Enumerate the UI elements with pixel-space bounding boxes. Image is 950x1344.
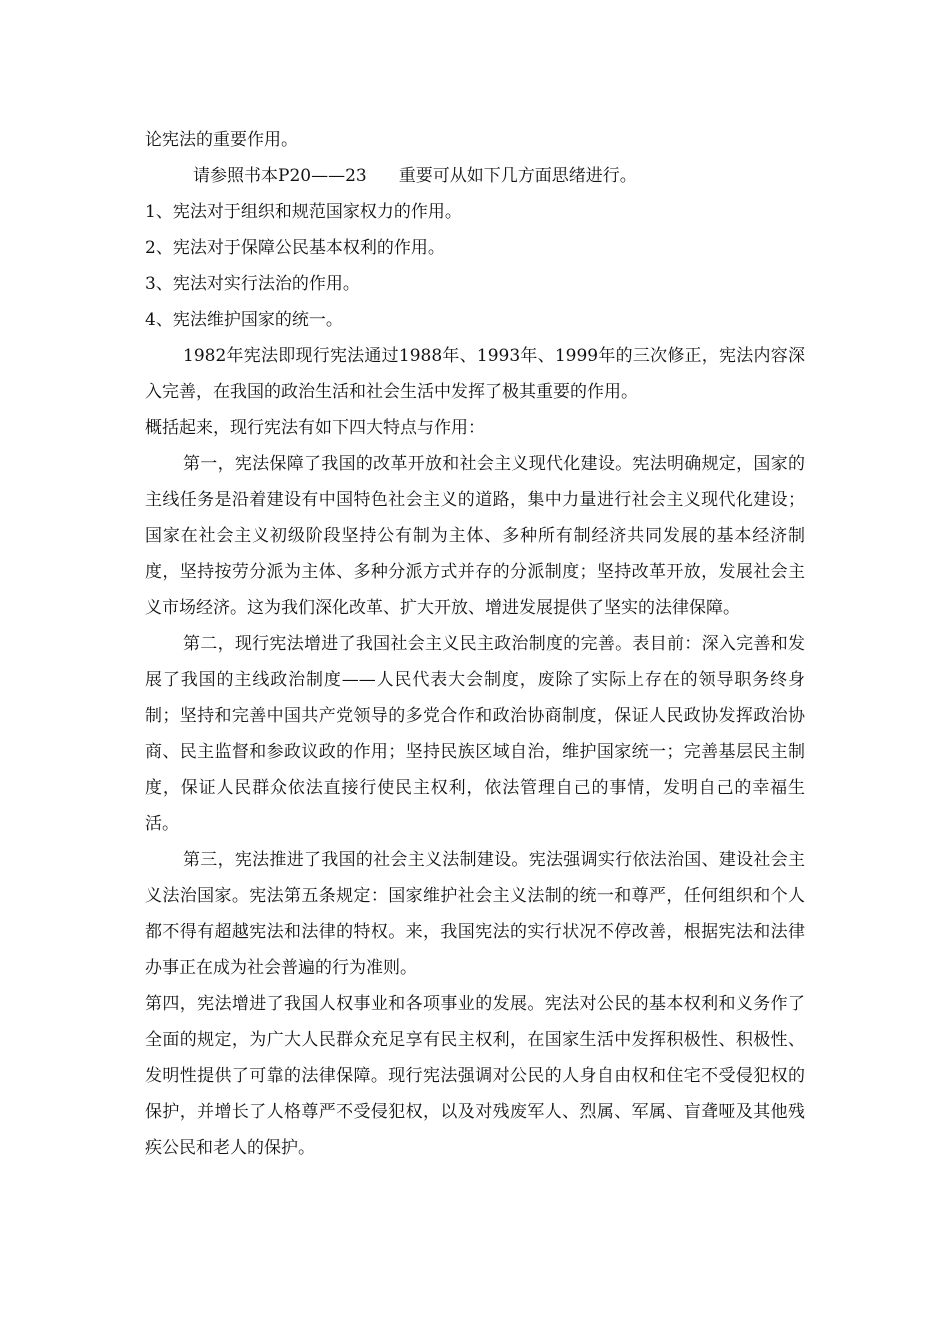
point-item: 3、宪法对实行法治的作用。 [145,274,360,294]
paragraph-third: 第三，宪法推进了我国的社会主义法制建设。宪法强调实行依法治国、建设社会主义法治国家。宪法第五条规定：国家维护社会主义法制的统一和尊严，任何组织和个人都不得有超越宪法和法律的特权。来，我国宪法的实行状况不停改善，根据宪法和法律办事正在成为社会普遍的行为准则。 [145,850,805,978]
intro-paragraph: 1982年宪法即现行宪法通过1988年、1993年、1999年的三次修正，宪法内容深入完善，在我国的政治生活和社会生活中发挥了极其重要的作用。 [145,346,805,402]
point-item: 2、宪法对于保障公民基本权利的作用。 [145,238,445,258]
point-item: 4、宪法维护国家的统一。 [145,310,343,330]
reference-pages: 请参照书本P20——23 [193,166,367,186]
point-item: 1、宪法对于组织和规范国家权力的作用。 [145,202,462,222]
paragraph-fourth: 第四，宪法增进了我国人权事业和各项事业的发展。宪法对公民的基本权利和义务作了全面的规定，为广大人民群众充足享有民主权利，在国家生活中发挥积极性、积极性、发明性提供了可靠的法律保障。现行宪法强调对公民的人身自由权和住宅不受侵犯权的保护，并增长了人格尊严不受侵犯权，以及对残废军人、烈属、军属、盲聋哑及其他残疾公民和老人的保护。 [145,994,805,1158]
document-title: 论宪法的重要作用。 [145,130,298,150]
summary-line: 概括起来，现行宪法有如下四大特点与作用： [145,418,485,438]
reference-hint: 重要可从如下几方面思绪进行。 [398,166,637,186]
reference-line [145,158,805,194]
paragraph-first: 第一，宪法保障了我国的改革开放和社会主义现代化建设。宪法明确规定，国家的主线任务是沿着建设有中国特色社会主义的道路，集中力量进行社会主义现代化建设；国家在社会主义初级阶段坚持公有制为主体、多种所有制经济共同发展的基本经济制度，坚持按劳分派为主体、多种分派方式并存的分派制度；坚持改革开放，发展社会主义市场经济。这为我们深化改革、扩大开放、增进发展提供了坚实的法律保障。 [145,454,805,618]
paragraph-second: 第二，现行宪法增进了我国社会主义民主政治制度的完善。表目前：深入完善和发展了我国的主线政治制度——人民代表大会制度，废除了实际上存在的领导职务终身制；坚持和完善中国共产党领导的多党合作和政治协商制度，保证人民政协发挥政治协商、民主监督和参政议政的作用；坚持民族区域自治，维护国家统一；完善基层民主制度，保证人民群众依法直接行使民主权利，依法管理自己的事情，发明自己的幸福生活。 [145,634,805,834]
document-page [145,122,805,1166]
